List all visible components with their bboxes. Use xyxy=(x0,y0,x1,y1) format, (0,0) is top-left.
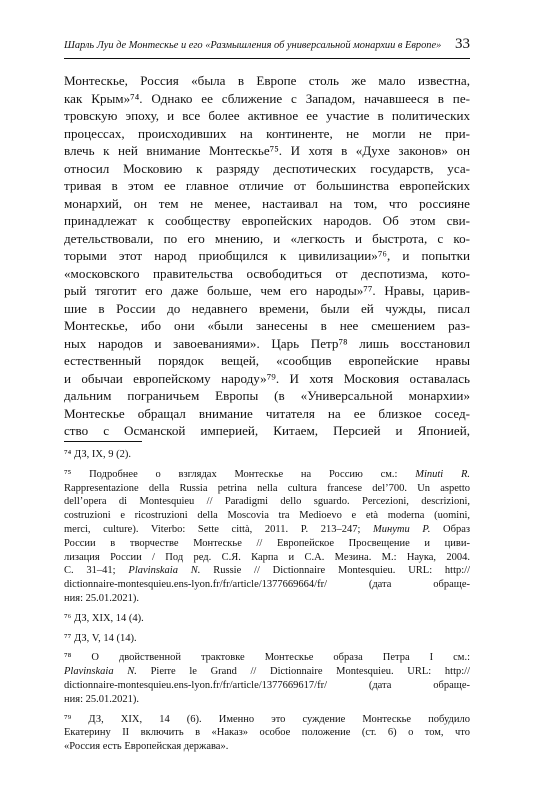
footnote-line: Rappresentazione della Russia petrina nella cultura francese del’700. Un aspetto xyxy=(64,482,470,494)
footnote-line: dictionnaire-montesquieu.ens-lyon.fr/fr/article/1377669617/fr/ (дата обраще- xyxy=(64,679,470,691)
body-line: дальним пограничьем Европы (в «Универсальной монархии» xyxy=(64,388,470,403)
footnote-line: merci, culture). Viterbo: Sette città, 2011. P. 213–247; Минути Р. Образ xyxy=(64,523,471,535)
footnote-line: dictionnaire-montesquieu.ens-lyon.fr/fr/article/1377669664/fr/ (дата обраще- xyxy=(64,579,470,591)
body-line: процессах, происходивших на континенте, не могли не при- xyxy=(64,125,470,141)
footnote-line: ⁷⁹ ДЗ, XIX, 14 (6). Именно это суждение Монтескье побудило xyxy=(64,713,470,725)
body-line: рый тяготит его даже больше, чем его народы»⁷⁷. Нравы, царив- xyxy=(64,283,470,298)
body-line: шие в России до недавнего времени, были ей чужды, писал xyxy=(64,300,470,316)
footnote-line: dell’opera di Montesquieu // Paradigmi dello sguardo. Percezioni, descrizioni, xyxy=(64,496,470,508)
body-line: монархий, он тем не менее, настаивал на том, что россияне xyxy=(64,195,470,211)
body-line: Монтескье, Россия «была в Европе столь же мало известна, xyxy=(64,73,470,88)
header-rule xyxy=(64,58,470,59)
footnote-line: ⁷⁴ ДЗ, IX, 9 (2). xyxy=(64,449,131,460)
body-line: относил Московию к разряду деспотических государств, уса- xyxy=(64,160,470,176)
footnote xyxy=(64,448,470,462)
footnote-line: ния: 25.01.2021). xyxy=(64,592,139,604)
main-text xyxy=(64,72,470,440)
body-line: как Крым»⁷⁴. Однако ее сближение с Западом, начавшееся в пе- xyxy=(64,90,470,106)
footnote-line: лизация России / Под ред. С.Я. Карпа и С.А. Мезина. М.: Наука, 2004. xyxy=(64,551,470,563)
body-line: торыми этот народ приобщился к цивилизации»⁷⁶, и попытки xyxy=(64,248,470,263)
body-line: ных народов и завоеваниями». Царь Петр⁷⁸ лишь восстановил xyxy=(64,335,470,351)
body-line: Монтескье, ибо они «были занесены в нее смешением раз- xyxy=(64,318,470,333)
footnote xyxy=(64,632,470,646)
body-line: детельствовали, по его мнению, и «легкость и быстрота, с ко- xyxy=(64,230,470,246)
body-line: тривая в этом ее главное отличие от большинства европейских xyxy=(64,178,470,193)
footnote-line: ⁷⁸ О двойственной трактовке Монтескье образа Петра I см.: xyxy=(64,652,470,664)
footnote-line: ⁷⁷ ДЗ, V, 14 (14). xyxy=(64,632,137,644)
body-line: ство с Османской империей, Китаем, Персией и Японией, xyxy=(64,423,470,438)
footnote-line: costruzioni e ricostruzioni della Moscovia tra Medioevo e età moderna (uomini, xyxy=(64,510,470,522)
footnote xyxy=(64,468,470,606)
footnote-line: С. 31–41; Plavinskaia N. Russie // Dictionnaire Montesquieu. URL: http:// xyxy=(64,565,471,577)
body-line: и обычаи европейскому народу»⁷⁹. И хотя Московия оставалась xyxy=(64,370,470,386)
footnote-line: Plavinskaia N. Pierre le Grand // Dictionnaire Montesquieu. URL: http:// xyxy=(64,666,470,678)
footnote-line: ⁷⁵ Подробнее о взглядах Монтескье на Россию см.: Minuti R. xyxy=(64,468,471,480)
body-line: «московского правительства освободиться от деспотизма, кото- xyxy=(64,265,470,281)
body-line: естественный порядок вещей, «сообщив европейские нравы xyxy=(64,353,470,368)
body-line: Монтескье обращал внимание читателя на ее близкое сосед- xyxy=(64,405,470,421)
footnotes xyxy=(64,448,470,754)
running-header xyxy=(64,36,470,52)
page-number: 33 xyxy=(455,36,470,52)
footnote-line: России в творчестве Монтескье // Европейское Просвещение и циви- xyxy=(64,537,470,549)
footnote xyxy=(64,713,470,754)
footnote xyxy=(64,612,470,626)
footnote-line: ⁷⁶ ДЗ, XIX, 14 (4). xyxy=(64,612,144,624)
footnote xyxy=(64,651,470,706)
running-title: Шарль Луи де Монтескье и его «Размышления об универсальной монархии в Европе» xyxy=(64,40,442,51)
body-line: тровскую эпоху, и все более активное ее участие в политических xyxy=(64,108,470,123)
footnote-line: ния: 25.01.2021). xyxy=(64,693,139,705)
body-line: принадлежат к сообществу европейских народов. Об этом сви- xyxy=(64,213,470,228)
footnote-line: Екатерину II включить в «Наказ» особое положение (ст. 6) о том, что xyxy=(64,727,470,739)
footnote-line: «Россия есть Европейская держава». xyxy=(64,741,229,753)
footnote-separator xyxy=(64,441,142,442)
body-line: влечь к ней внимание Монтескье⁷⁵. И хотя в «Духе законов» он xyxy=(64,143,470,158)
